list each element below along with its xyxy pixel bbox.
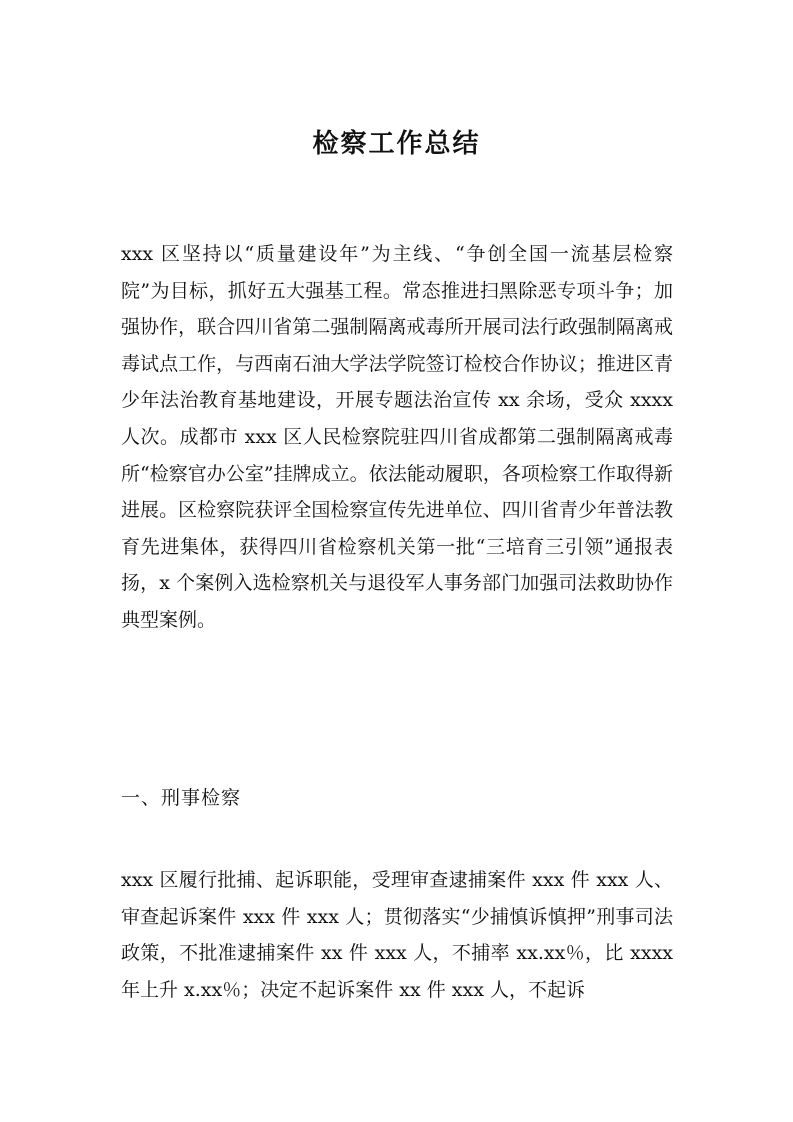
paragraph-intro: xxx 区坚持以“质量建设年”为主线、“争创全国一流基层检察院”为目标，抓好五大强基工程。常态推进扫黑除恶专项斗争；加强协作，联合四川省第二强制隔离戒毒所开展司法行政强制隔离戒毒试点工作，与西南石油大学法学院签订检校合作协议；推进区青少年法治教育基地建设，开展专题法治宣传 xx 余场，受众 xxxx 人次。成都市 xxx 区人民检察院驻四川省成都第二强制隔离戒毒所“检察官办公室”挂牌成立。依法能动履职，各项检察工作取得新进展。区检察院获评全国检察宣传先进单位、四川省青少年普法教育先进集体，获得四川省检察机关第一批“三培育三引领”通报表扬，x 个案例入选检察机关与退役军人事务部门加强司法救助协作典型案例。 bbox=[121, 243, 673, 631]
section-heading: 一、刑事检察 bbox=[121, 787, 242, 809]
paragraph-criminal-procuratorial: xxx 区履行批捕、起诉职能，受理审查逮捕案件 xxx 件 xxx 人、审查起诉案件 xxx 件 xxx 人；贯彻落实“少捕慎诉慎押”刑事司法政策，不批准逮捕案件 xx 件 xxx 人，不捕率 xx.xx％，比 xxxx 年上升 x.xx％；决定不起诉案件 xx 件 xxx 人，不起诉 bbox=[121, 869, 673, 1001]
document-title: 检察工作总结 bbox=[312, 129, 481, 159]
